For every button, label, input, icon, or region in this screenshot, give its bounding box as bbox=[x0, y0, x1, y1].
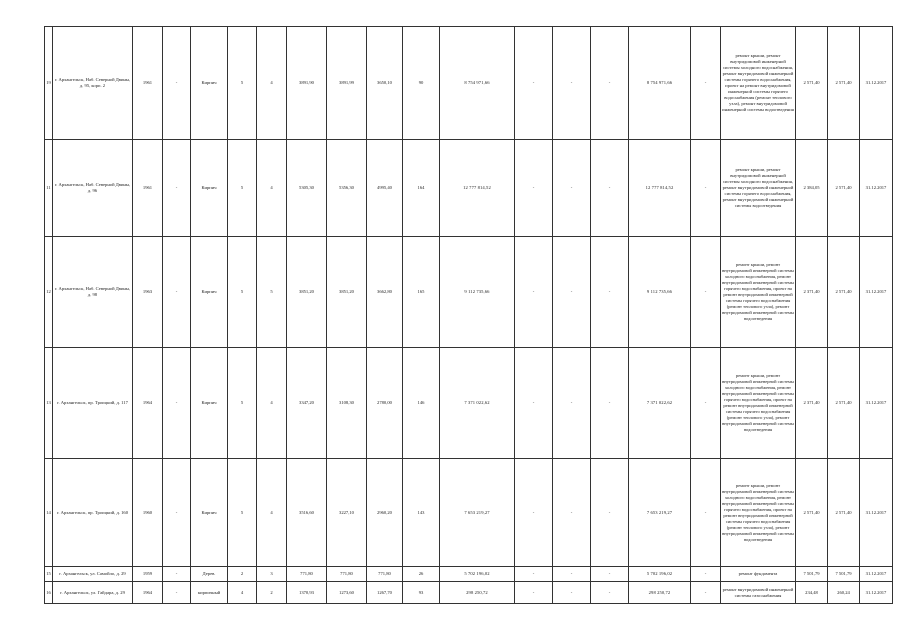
year-cell: 1964 bbox=[133, 348, 163, 459]
residential-area-cell: 1267,70 bbox=[367, 582, 403, 604]
table-row bbox=[45, 459, 893, 567]
empty-cell: - bbox=[691, 459, 721, 567]
premises-area-cell: 3891,99 bbox=[327, 27, 367, 140]
empty-cell: - bbox=[163, 567, 191, 582]
unit-cost-cell: 234,48 bbox=[796, 582, 828, 604]
total-cost-cell: 12 777 814,52 bbox=[440, 140, 515, 237]
entrances-cell: 4 bbox=[257, 459, 287, 567]
registry-sheet bbox=[44, 26, 887, 604]
address-cell: г. Архангельск, ул. Самойло, д. 29 bbox=[53, 567, 133, 582]
empty-cell: - bbox=[163, 348, 191, 459]
total-area-cell: 771,80 bbox=[287, 567, 327, 582]
premises-area-cell: 771,80 bbox=[327, 567, 367, 582]
table-row bbox=[45, 237, 893, 348]
empty-cell: - bbox=[691, 140, 721, 237]
empty-cell: - bbox=[691, 567, 721, 582]
table-row bbox=[45, 27, 893, 140]
entrances-cell: 4 bbox=[257, 27, 287, 140]
limit-cost-cell: 260,24 bbox=[828, 582, 860, 604]
unit-cost-cell: 7 501,79 bbox=[796, 567, 828, 582]
empty-cell: - bbox=[691, 27, 721, 140]
fund-cell: - bbox=[553, 459, 591, 567]
fund-cell: - bbox=[553, 27, 591, 140]
year-cell: 1963 bbox=[133, 237, 163, 348]
residential-area-cell: 3650,10 bbox=[367, 27, 403, 140]
deadline-cell: 31.12.2017 bbox=[860, 237, 893, 348]
owners-cost-cell: 5 702 196,02 bbox=[629, 567, 691, 582]
fund-cell: - bbox=[515, 582, 553, 604]
fund-cell: - bbox=[515, 567, 553, 582]
table-row bbox=[45, 348, 893, 459]
fund-cell: - bbox=[515, 27, 553, 140]
unit-cost-cell: 2 371,40 bbox=[796, 348, 828, 459]
total-cost-cell: 5 702 196,02 bbox=[440, 567, 515, 582]
owners-cost-cell: 7 653 219,27 bbox=[629, 459, 691, 567]
fund-cell: - bbox=[591, 567, 629, 582]
total-cost-cell: 7 653 219,27 bbox=[440, 459, 515, 567]
row-number: 15 bbox=[45, 567, 53, 582]
premises-area-cell: 3108,30 bbox=[327, 348, 367, 459]
works-list-cell: ремонт внутридомовой инженерной системы газоснабжения bbox=[721, 582, 796, 604]
floors-cell: 5 bbox=[228, 27, 257, 140]
fund-cell: - bbox=[591, 140, 629, 237]
floors-cell: 5 bbox=[228, 459, 257, 567]
entrances-cell: 2 bbox=[257, 582, 287, 604]
row-number: 19 bbox=[45, 27, 53, 140]
year-cell: 1961 bbox=[133, 140, 163, 237]
wall-material-cell: Кирпич bbox=[191, 348, 228, 459]
residential-area-cell: 2960,20 bbox=[367, 459, 403, 567]
fund-cell: - bbox=[515, 348, 553, 459]
residential-area-cell: 2780,00 bbox=[367, 348, 403, 459]
address-cell: г. Архангельск, пр. Троицкий, д. 160 bbox=[53, 459, 133, 567]
deadline-cell: 31.12.2017 bbox=[860, 27, 893, 140]
residents-cell: 165 bbox=[403, 237, 440, 348]
works-list-cell: ремонт крыши, ремонт внутридомовой инженерной системы холодного водоснабжения, ремонт внутридомовой инженерной системы горячего водоснабжения, проект на ремонт внутридомовой инженерной системы горячего водоснабжения (ремонт теплового узла), ремонт внутридомовой инженерной системы водоотведения bbox=[721, 237, 796, 348]
empty-cell: - bbox=[691, 237, 721, 348]
fund-cell: - bbox=[591, 27, 629, 140]
empty-cell: - bbox=[163, 140, 191, 237]
fund-cell: - bbox=[553, 237, 591, 348]
premises-area-cell: 3851,20 bbox=[327, 237, 367, 348]
total-area-cell: 3347,20 bbox=[287, 348, 327, 459]
table-row bbox=[45, 567, 893, 582]
empty-cell: - bbox=[163, 27, 191, 140]
floors-cell: 5 bbox=[228, 237, 257, 348]
residential-area-cell: 4995,40 bbox=[367, 140, 403, 237]
empty-cell: - bbox=[163, 582, 191, 604]
row-number: 11 bbox=[45, 140, 53, 237]
works-list-cell: ремонт фундамента bbox=[721, 567, 796, 582]
row-number: 13 bbox=[45, 348, 53, 459]
total-area-cell: 3516,60 bbox=[287, 459, 327, 567]
residential-area-cell: 3662,80 bbox=[367, 237, 403, 348]
fund-cell: - bbox=[553, 348, 591, 459]
year-cell: 1961 bbox=[133, 27, 163, 140]
owners-cost-cell: 8 754 971,66 bbox=[629, 27, 691, 140]
works-list-cell: ремонт крыши, ремонт внутридомовой инженерной системы холодного водоснабжения, ремонт внутридомовой инженерной системы горячего водоснабжения, проект на ремонт внутридомовой инженерной системы горячего водоснабжения (ремонт теплового узла), ремонт внутридомовой инженерной системы водоотведения bbox=[721, 348, 796, 459]
total-area-cell: 3851,20 bbox=[287, 237, 327, 348]
deadline-cell: 31.12.2017 bbox=[860, 140, 893, 237]
owners-cost-cell: 7 371 022,62 bbox=[629, 348, 691, 459]
works-list-cell: ремонт крыши, ремонт внутридомовой инженерной системы холодного водоснабжения, ремонт внутридомовой инженерной системы горячего водоснабжения, ремонт внутридомовой инженерной системы водоотведения bbox=[721, 140, 796, 237]
address-cell: г. Архангельск, Наб. Северной Двины, д. 98 bbox=[53, 237, 133, 348]
deadline-cell: 31.12.2017 bbox=[860, 348, 893, 459]
fund-cell: - bbox=[553, 140, 591, 237]
housing-repair-table bbox=[44, 26, 893, 604]
deadline-cell: 31.12.2017 bbox=[860, 582, 893, 604]
premises-area-cell: 1273,60 bbox=[327, 582, 367, 604]
entrances-cell: 3 bbox=[257, 567, 287, 582]
fund-cell: - bbox=[515, 237, 553, 348]
residents-cell: 146 bbox=[403, 348, 440, 459]
limit-cost-cell: 7 501,79 bbox=[828, 567, 860, 582]
limit-cost-cell: 2 571,40 bbox=[828, 27, 860, 140]
unit-cost-cell: 2 371,40 bbox=[796, 237, 828, 348]
total-area-cell: 5305,30 bbox=[287, 140, 327, 237]
fund-cell: - bbox=[515, 140, 553, 237]
limit-cost-cell: 2 571,40 bbox=[828, 140, 860, 237]
unit-cost-cell: 2 571,40 bbox=[796, 27, 828, 140]
year-cell: 1959 bbox=[133, 567, 163, 582]
floors-cell: 4 bbox=[228, 582, 257, 604]
entrances-cell: 4 bbox=[257, 348, 287, 459]
limit-cost-cell: 2 571,40 bbox=[828, 459, 860, 567]
wall-material-cell: Кирпич bbox=[191, 140, 228, 237]
total-cost-cell: 8 754 971,66 bbox=[440, 27, 515, 140]
table-row bbox=[45, 582, 893, 604]
floors-cell: 5 bbox=[228, 348, 257, 459]
wall-material-cell: Кирпич bbox=[191, 237, 228, 348]
residents-cell: 26 bbox=[403, 567, 440, 582]
fund-cell: - bbox=[591, 348, 629, 459]
residents-cell: 93 bbox=[403, 582, 440, 604]
wall-material-cell: кирпичный bbox=[191, 582, 228, 604]
fund-cell: - bbox=[553, 567, 591, 582]
floors-cell: 2 bbox=[228, 567, 257, 582]
total-cost-cell: 298 250,72 bbox=[440, 582, 515, 604]
empty-cell: - bbox=[163, 459, 191, 567]
works-list-cell: ремонт крыши, ремонт внутридомовой инженерной системы холодного водоснабжения, ремонт внутридомовой инженерной системы горячего водоснабжения, проект на ремонт внутридомовой инженерной системы горячего водоснабжения (ремонт теплового узла), ремонт внутридомовой инженерной системы водоотведения bbox=[721, 27, 796, 140]
floors-cell: 5 bbox=[228, 140, 257, 237]
empty-cell: - bbox=[691, 348, 721, 459]
wall-material-cell: Дерев. bbox=[191, 567, 228, 582]
year-cell: 1964 bbox=[133, 582, 163, 604]
limit-cost-cell: 2 571,40 bbox=[828, 237, 860, 348]
residential-area-cell: 771,80 bbox=[367, 567, 403, 582]
total-area-cell: 1370,93 bbox=[287, 582, 327, 604]
unit-cost-cell: 2 571,40 bbox=[796, 459, 828, 567]
limit-cost-cell: 2 571,40 bbox=[828, 348, 860, 459]
row-number: 16 bbox=[45, 582, 53, 604]
empty-cell: - bbox=[163, 237, 191, 348]
address-cell: г. Архангельск, ул. Гайдара, д. 29 bbox=[53, 582, 133, 604]
residents-cell: 90 bbox=[403, 27, 440, 140]
fund-cell: - bbox=[515, 459, 553, 567]
wall-material-cell: Кирпич bbox=[191, 459, 228, 567]
premises-area-cell: 5356,30 bbox=[327, 140, 367, 237]
deadline-cell: 31.12.2017 bbox=[860, 567, 893, 582]
owners-cost-cell: 298 250,72 bbox=[629, 582, 691, 604]
row-number: 14 bbox=[45, 459, 53, 567]
year-cell: 1960 bbox=[133, 459, 163, 567]
entrances-cell: 5 bbox=[257, 237, 287, 348]
total-cost-cell: 7 371 022,62 bbox=[440, 348, 515, 459]
owners-cost-cell: 12 777 814,52 bbox=[629, 140, 691, 237]
owners-cost-cell: 9 112 735,66 bbox=[629, 237, 691, 348]
premises-area-cell: 3227,10 bbox=[327, 459, 367, 567]
residents-cell: 164 bbox=[403, 140, 440, 237]
unit-cost-cell: 2 384,05 bbox=[796, 140, 828, 237]
empty-cell: - bbox=[691, 582, 721, 604]
address-cell: г. Архангельск, Наб. Северной Двины, д. 95, корп. 2 bbox=[53, 27, 133, 140]
residents-cell: 143 bbox=[403, 459, 440, 567]
deadline-cell: 31.12.2017 bbox=[860, 459, 893, 567]
fund-cell: - bbox=[591, 459, 629, 567]
address-cell: г. Архангельск, пр. Троицкий, д. 117 bbox=[53, 348, 133, 459]
table-row bbox=[45, 140, 893, 237]
fund-cell: - bbox=[553, 582, 591, 604]
works-list-cell: ремонт крыши, ремонт внутридомовой инженерной системы холодного водоснабжения, ремонт внутридомовой инженерной системы горячего водоснабжения, проект на ремонт внутридомовой инженерной системы горячего водоснабжения (ремонт теплового узла), ремонт внутридомовой инженерной системы водоотведения bbox=[721, 459, 796, 567]
address-cell: г. Архангельск, Наб. Северной Двины, д. 96 bbox=[53, 140, 133, 237]
total-area-cell: 3891,90 bbox=[287, 27, 327, 140]
row-number: 12 bbox=[45, 237, 53, 348]
total-cost-cell: 9 112 735,66 bbox=[440, 237, 515, 348]
fund-cell: - bbox=[591, 582, 629, 604]
fund-cell: - bbox=[591, 237, 629, 348]
wall-material-cell: Кирпич bbox=[191, 27, 228, 140]
entrances-cell: 4 bbox=[257, 140, 287, 237]
